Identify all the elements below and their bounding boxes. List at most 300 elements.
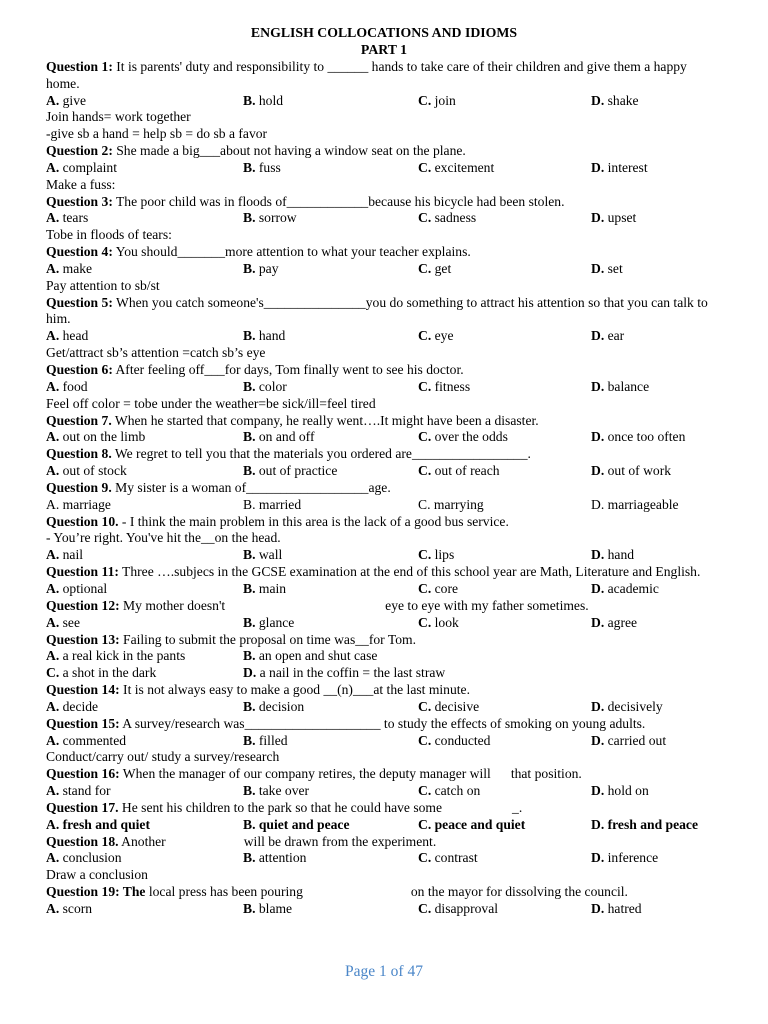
option-letter: C. bbox=[418, 850, 432, 866]
option-text: disapproval bbox=[431, 901, 499, 916]
answer-option[interactable] bbox=[418, 547, 454, 564]
answer-option[interactable] bbox=[243, 581, 286, 598]
question-text: The poor child was in floods of____________because his bicycle had been stolen. bbox=[112, 193, 565, 209]
option-text: complaint bbox=[59, 159, 117, 175]
answer-option[interactable] bbox=[243, 93, 283, 110]
question-label: Question 13: bbox=[46, 631, 120, 647]
question-block bbox=[46, 632, 722, 683]
option-text: upset bbox=[604, 210, 637, 226]
option-text: ear bbox=[604, 328, 625, 344]
option-letter: D. bbox=[591, 850, 605, 866]
question-text: After feeling off___for days, Tom finally went to see his doctor. bbox=[112, 362, 464, 377]
option-letter: C. bbox=[418, 429, 432, 445]
option-letter: A. bbox=[46, 210, 60, 226]
question-text: He sent his children to the park so that he could have some bbox=[118, 799, 443, 815]
explanation-note: Pay attention to sb/st bbox=[46, 277, 160, 293]
answer-option[interactable] bbox=[243, 817, 350, 834]
option-text: take over bbox=[255, 783, 310, 799]
answer-option[interactable] bbox=[243, 699, 304, 716]
question-text-continued: on the mayor for dissolving the council. bbox=[410, 884, 628, 900]
option-text: a nail in the coffin = the last straw bbox=[256, 665, 446, 681]
answer-option[interactable] bbox=[418, 850, 478, 867]
question-stem bbox=[46, 480, 722, 497]
part-heading: PART 1 bbox=[360, 41, 408, 57]
option-text: carried out bbox=[604, 732, 667, 748]
option-letter: C. bbox=[418, 159, 432, 175]
option-text: excitement bbox=[431, 159, 495, 175]
option-letter: B. bbox=[243, 463, 256, 479]
option-text: wall bbox=[255, 547, 283, 563]
question-label: Question 19: The bbox=[46, 884, 146, 900]
explanation-note: Make a fuss: bbox=[46, 176, 116, 192]
answer-option[interactable] bbox=[46, 665, 156, 682]
question-stem bbox=[46, 834, 722, 851]
answer-option[interactable] bbox=[243, 429, 315, 446]
option-letter: B. bbox=[243, 816, 256, 832]
question-block bbox=[46, 564, 722, 598]
option-text: out of work bbox=[604, 463, 672, 479]
option-letter: D. bbox=[591, 159, 605, 175]
question-block bbox=[46, 295, 722, 362]
option-letter: B. bbox=[243, 429, 256, 445]
answer-option[interactable] bbox=[243, 665, 445, 682]
option-letter: B. bbox=[243, 698, 256, 714]
question-label: Question 6: bbox=[46, 362, 113, 377]
option-text: peace and quiet bbox=[431, 816, 526, 832]
question-stem bbox=[46, 716, 722, 733]
question-text: When he started that company, he really went….It might have been a disaster. bbox=[111, 412, 539, 428]
answer-option[interactable] bbox=[418, 581, 458, 598]
option-letter: B. bbox=[243, 783, 256, 799]
option-text: hatred bbox=[604, 901, 642, 916]
question-block bbox=[46, 514, 722, 565]
answer-options bbox=[46, 210, 722, 227]
option-text: decisive bbox=[431, 698, 480, 714]
option-letter: B. bbox=[243, 547, 256, 563]
question-label: Question 4: bbox=[46, 244, 113, 260]
answer-options bbox=[46, 850, 722, 867]
question-block bbox=[46, 143, 722, 194]
answer-option[interactable] bbox=[243, 901, 292, 918]
option-letter: A. bbox=[46, 496, 60, 512]
question-stem bbox=[46, 598, 722, 615]
page-footer: Page 1 of 47 bbox=[345, 963, 423, 980]
option-text: hand bbox=[604, 547, 635, 563]
answer-option[interactable] bbox=[591, 463, 671, 480]
question-block bbox=[46, 244, 722, 295]
option-text: filled bbox=[255, 732, 288, 748]
answer-option[interactable] bbox=[418, 160, 494, 177]
answer-option[interactable] bbox=[243, 648, 377, 665]
answer-options bbox=[46, 93, 722, 110]
option-letter: D. bbox=[591, 732, 605, 748]
option-text: shake bbox=[604, 92, 639, 108]
answer-option[interactable] bbox=[243, 210, 297, 227]
option-text: once too often bbox=[604, 429, 686, 445]
answer-option[interactable] bbox=[591, 783, 649, 800]
answer-option[interactable] bbox=[46, 463, 127, 480]
question-text: When the manager of our company retires, the deputy manager will bbox=[119, 766, 491, 782]
question-text: When you catch someone's_______________you do something to attract his attention so that you can talk to him. bbox=[46, 294, 708, 327]
option-text: make bbox=[59, 260, 93, 276]
option-letter: B. bbox=[243, 159, 256, 175]
answer-option[interactable] bbox=[591, 379, 649, 396]
question-stem bbox=[46, 362, 722, 379]
answer-option[interactable] bbox=[46, 497, 111, 514]
option-letter: D. bbox=[591, 547, 605, 563]
answer-option[interactable] bbox=[591, 615, 637, 632]
option-text: color bbox=[255, 378, 287, 394]
answer-option[interactable] bbox=[591, 817, 698, 834]
question-text: Three ….subjecs in the GCSE examination at the end of this school year are Math, Literature and English. bbox=[118, 564, 701, 580]
question-stem bbox=[46, 295, 722, 329]
answer-option[interactable] bbox=[243, 783, 309, 800]
answer-option[interactable] bbox=[591, 160, 648, 177]
option-letter: D. bbox=[591, 901, 605, 916]
answer-option[interactable] bbox=[46, 699, 98, 716]
question-stem bbox=[46, 884, 722, 901]
question-text: We regret to tell you that the materials you ordered are_________________. bbox=[111, 446, 531, 462]
option-text: tears bbox=[59, 210, 89, 226]
option-letter: C. bbox=[418, 210, 432, 226]
question-text: You should_______more attention to what your teacher explains. bbox=[112, 244, 471, 260]
option-text: quiet and peace bbox=[255, 816, 350, 832]
answer-option[interactable] bbox=[46, 261, 92, 278]
answer-option[interactable] bbox=[591, 210, 636, 227]
option-letter: A. bbox=[46, 260, 60, 276]
option-letter: C. bbox=[418, 92, 432, 108]
option-letter: A. bbox=[46, 463, 60, 479]
answer-option[interactable] bbox=[591, 261, 623, 278]
option-text: head bbox=[59, 328, 89, 344]
option-text: sadness bbox=[431, 210, 477, 226]
question-dialogue-line: - You’re right. You've hit the__on the head. bbox=[46, 530, 281, 546]
option-letter: A. bbox=[46, 614, 60, 630]
option-text: married bbox=[255, 496, 302, 512]
option-text: out of stock bbox=[59, 463, 127, 479]
question-label: Question 10. bbox=[46, 513, 119, 529]
option-text: stand for bbox=[59, 783, 111, 799]
question-text: A survey/research was____________________ to study the effects of smoking on young adults. bbox=[119, 715, 646, 731]
answer-option[interactable] bbox=[418, 615, 459, 632]
option-letter: B. bbox=[243, 614, 256, 630]
option-text: give bbox=[59, 92, 87, 108]
question-block bbox=[46, 682, 722, 716]
answer-options bbox=[46, 901, 722, 918]
question-block bbox=[46, 716, 722, 767]
answer-option[interactable] bbox=[591, 328, 624, 345]
answer-option[interactable] bbox=[46, 817, 150, 834]
option-text: decisively bbox=[604, 698, 663, 714]
answer-options bbox=[46, 379, 722, 396]
option-text: marriageable bbox=[604, 496, 679, 512]
option-text: hand bbox=[255, 328, 286, 344]
option-text: hold bbox=[255, 92, 284, 108]
answer-option[interactable] bbox=[46, 547, 83, 564]
question-text-continued: _. bbox=[512, 799, 523, 815]
option-text: on and off bbox=[255, 429, 315, 445]
question-block bbox=[46, 194, 722, 245]
option-text: decide bbox=[59, 698, 99, 714]
answer-options bbox=[46, 160, 722, 177]
question-text: local press has been pouring bbox=[145, 884, 303, 900]
option-letter: A. bbox=[46, 580, 60, 596]
answer-option[interactable] bbox=[418, 93, 456, 110]
option-letter: C. bbox=[418, 547, 432, 563]
question-block bbox=[46, 480, 722, 514]
question-text: - I think the main problem in this area is the lack of a good bus service. bbox=[118, 513, 509, 529]
answer-options bbox=[46, 463, 722, 480]
answer-options bbox=[46, 429, 722, 446]
question-block bbox=[46, 766, 722, 800]
answer-option[interactable] bbox=[243, 463, 337, 480]
option-letter: B. bbox=[243, 732, 256, 748]
explanation-note: Conduct/carry out/ study a survey/research bbox=[46, 749, 280, 765]
answer-options bbox=[46, 817, 722, 834]
answer-options bbox=[46, 581, 722, 598]
option-letter: D. bbox=[591, 580, 605, 596]
answer-options bbox=[46, 665, 722, 682]
answer-option[interactable] bbox=[591, 93, 639, 110]
question-label: Question 14: bbox=[46, 682, 120, 698]
answer-option[interactable] bbox=[418, 328, 453, 345]
option-letter: B. bbox=[243, 210, 256, 226]
question-block bbox=[46, 800, 722, 834]
question-label: Question 18. bbox=[46, 833, 119, 849]
answer-option[interactable] bbox=[46, 850, 122, 867]
option-letter: D. bbox=[591, 463, 605, 479]
option-text: fresh and peace bbox=[604, 816, 698, 832]
option-letter: C. bbox=[418, 328, 432, 344]
option-text: decision bbox=[255, 698, 305, 714]
option-letter: B. bbox=[243, 901, 256, 916]
answer-options bbox=[46, 261, 722, 278]
answer-option[interactable] bbox=[418, 261, 451, 278]
answer-option[interactable] bbox=[591, 429, 685, 446]
question-label: Question 1: bbox=[46, 58, 113, 74]
question-label: Question 7. bbox=[46, 412, 112, 428]
option-text: pay bbox=[255, 260, 279, 276]
option-letter: C. bbox=[418, 260, 432, 276]
option-text: hold on bbox=[604, 783, 649, 799]
option-text: fuss bbox=[255, 159, 281, 175]
option-text: see bbox=[59, 614, 80, 630]
question-stem bbox=[46, 59, 722, 93]
question-stem bbox=[46, 446, 722, 463]
question-label: Question 5: bbox=[46, 294, 113, 310]
answer-option[interactable] bbox=[418, 733, 490, 750]
answer-option[interactable] bbox=[243, 615, 294, 632]
option-text: conclusion bbox=[59, 850, 122, 866]
option-letter: D. bbox=[243, 665, 257, 681]
answer-options bbox=[46, 547, 722, 564]
question-label: Question 16: bbox=[46, 766, 120, 782]
answer-options bbox=[46, 328, 722, 345]
answer-option[interactable] bbox=[591, 581, 659, 598]
question-block bbox=[46, 598, 722, 632]
option-letter: D. bbox=[591, 378, 605, 394]
question-list bbox=[46, 59, 722, 918]
option-letter: B. bbox=[243, 328, 256, 344]
answer-option[interactable] bbox=[46, 210, 88, 227]
question-block bbox=[46, 413, 722, 447]
option-letter: C. bbox=[418, 901, 432, 916]
option-letter: A. bbox=[46, 901, 60, 916]
answer-option[interactable] bbox=[243, 261, 279, 278]
answer-option[interactable] bbox=[591, 733, 666, 750]
question-text: Failing to submit the proposal on time was__for Tom. bbox=[119, 631, 416, 647]
question-stem bbox=[46, 194, 722, 211]
answer-option[interactable] bbox=[46, 901, 92, 918]
answer-option[interactable] bbox=[418, 210, 476, 227]
answer-option[interactable] bbox=[243, 733, 288, 750]
answer-option[interactable] bbox=[418, 463, 500, 480]
answer-option[interactable] bbox=[243, 497, 301, 514]
option-letter: C. bbox=[418, 614, 432, 630]
explanation-note: Draw a conclusion bbox=[46, 867, 148, 883]
option-text: academic bbox=[604, 580, 659, 596]
document-title: ENGLISH COLLOCATIONS AND IDIOMS bbox=[250, 25, 518, 40]
question-stem bbox=[46, 413, 722, 430]
option-letter: C. bbox=[418, 496, 431, 512]
option-letter: C. bbox=[418, 580, 432, 596]
answer-option[interactable] bbox=[418, 497, 484, 514]
option-text: lips bbox=[431, 547, 455, 563]
answer-option[interactable] bbox=[46, 733, 126, 750]
option-text: catch on bbox=[431, 783, 481, 799]
option-text: fresh and quiet bbox=[59, 816, 150, 832]
option-text: conducted bbox=[431, 732, 491, 748]
option-letter: D. bbox=[591, 260, 605, 276]
question-stem bbox=[46, 514, 722, 531]
option-letter: A. bbox=[46, 378, 60, 394]
explanation-note: -give sb a hand = help sb = do sb a favor bbox=[46, 126, 268, 142]
option-letter: C. bbox=[418, 698, 432, 714]
answer-option[interactable] bbox=[591, 850, 658, 867]
option-letter: C. bbox=[46, 665, 60, 681]
answer-option[interactable] bbox=[243, 160, 281, 177]
answer-option[interactable] bbox=[243, 547, 282, 564]
answer-options bbox=[46, 783, 722, 800]
option-text: an open and shut case bbox=[255, 648, 378, 664]
answer-options bbox=[46, 497, 722, 514]
answer-option[interactable] bbox=[46, 615, 80, 632]
option-letter: C. bbox=[418, 816, 432, 832]
answer-option[interactable] bbox=[46, 379, 88, 396]
option-letter: D. bbox=[591, 698, 605, 714]
answer-option[interactable] bbox=[243, 379, 287, 396]
answer-option[interactable] bbox=[46, 581, 107, 598]
option-text: balance bbox=[604, 378, 650, 394]
answer-options bbox=[46, 615, 722, 632]
answer-option[interactable] bbox=[46, 328, 88, 345]
question-stem bbox=[46, 682, 722, 699]
question-text-continued: eye to eye with my father sometimes. bbox=[385, 597, 589, 613]
answer-option[interactable] bbox=[591, 547, 634, 564]
option-letter: D. bbox=[591, 328, 605, 344]
question-stem bbox=[46, 766, 722, 783]
question-text-continued: that position. bbox=[510, 766, 582, 782]
answer-option[interactable] bbox=[46, 93, 86, 110]
option-letter: A. bbox=[46, 159, 60, 175]
option-letter: B. bbox=[243, 580, 256, 596]
answer-options bbox=[46, 733, 722, 750]
answer-option[interactable] bbox=[418, 783, 480, 800]
question-stem bbox=[46, 564, 722, 581]
option-text: interest bbox=[604, 159, 648, 175]
question-label: Question 8. bbox=[46, 446, 112, 462]
option-text: nail bbox=[59, 547, 84, 563]
answer-option[interactable] bbox=[418, 817, 525, 834]
option-letter: A. bbox=[46, 850, 60, 866]
option-text: agree bbox=[604, 614, 638, 630]
question-block bbox=[46, 834, 722, 885]
option-text: marriage bbox=[59, 496, 111, 512]
answer-option[interactable] bbox=[46, 783, 111, 800]
question-block bbox=[46, 59, 722, 143]
option-text: join bbox=[431, 92, 456, 108]
question-label: Question 2: bbox=[46, 143, 113, 159]
option-text: core bbox=[431, 580, 459, 596]
answer-option[interactable] bbox=[46, 429, 145, 446]
answer-options bbox=[46, 648, 722, 665]
option-letter: D. bbox=[591, 210, 605, 226]
option-letter: D. bbox=[591, 92, 605, 108]
answer-option[interactable] bbox=[418, 699, 479, 716]
answer-option[interactable] bbox=[418, 429, 508, 446]
option-text: optional bbox=[59, 580, 108, 596]
option-letter: D. bbox=[591, 429, 605, 445]
option-letter: A. bbox=[46, 547, 60, 563]
question-stem bbox=[46, 244, 722, 261]
answer-option[interactable] bbox=[243, 850, 306, 867]
answer-option[interactable] bbox=[243, 328, 285, 345]
question-text: Another bbox=[118, 833, 166, 849]
option-letter: D. bbox=[591, 614, 605, 630]
question-label: Question 17. bbox=[46, 799, 119, 815]
question-block bbox=[46, 884, 722, 918]
option-text: sorrow bbox=[255, 210, 297, 226]
explanation-note: Join hands= work together bbox=[46, 109, 191, 125]
answer-option[interactable] bbox=[418, 901, 498, 918]
option-text: marrying bbox=[430, 496, 484, 512]
question-label: Question 12: bbox=[46, 597, 120, 613]
question-text: It is not always easy to make a good __(n)___at the last minute. bbox=[119, 682, 470, 698]
option-letter: B. bbox=[243, 92, 256, 108]
answer-option[interactable] bbox=[591, 497, 679, 514]
answer-option[interactable] bbox=[591, 699, 663, 716]
question-label: Question 3: bbox=[46, 193, 113, 209]
option-letter: C. bbox=[418, 732, 432, 748]
question-text: My sister is a woman of__________________age. bbox=[111, 479, 391, 495]
option-letter: D. bbox=[591, 496, 605, 512]
answer-option[interactable] bbox=[418, 379, 470, 396]
option-text: set bbox=[604, 260, 623, 276]
option-text: main bbox=[255, 580, 287, 596]
answer-option[interactable] bbox=[46, 160, 117, 177]
question-label: Question 9. bbox=[46, 479, 112, 495]
option-letter: C. bbox=[418, 783, 432, 799]
option-text: eye bbox=[431, 328, 454, 344]
option-letter: A. bbox=[46, 698, 60, 714]
option-letter: B. bbox=[243, 260, 256, 276]
question-stem bbox=[46, 632, 722, 649]
option-text: out of reach bbox=[431, 463, 500, 479]
option-text: a shot in the dark bbox=[59, 665, 157, 681]
answer-option[interactable] bbox=[46, 648, 185, 665]
question-block bbox=[46, 446, 722, 480]
answer-option[interactable] bbox=[591, 901, 642, 918]
